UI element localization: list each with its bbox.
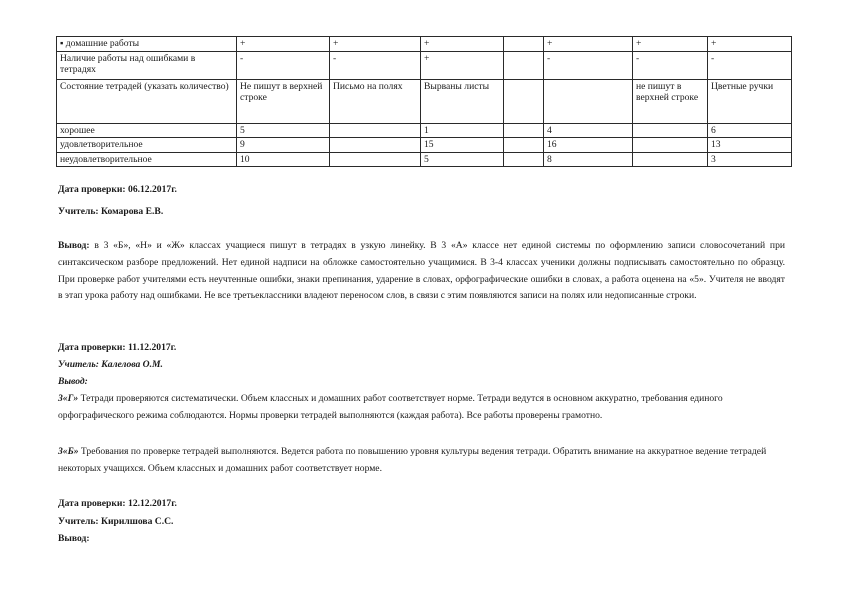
- table-cell: [633, 152, 708, 167]
- class-3g-text: Тетради проверяются систематически. Объем классных и домашних работ соответствует норме. Тетради ведутся в основном аккуратно, требования единого орфографического режима соблюдаются. Нормы проверки тетрадей выполняются (каждая работа). Все работы проверены грамотно.: [58, 393, 723, 421]
- table-row: [57, 138, 792, 153]
- table-cell: не пишут в верхней строке: [633, 79, 708, 123]
- table-cell: -: [633, 51, 708, 79]
- table-cell: [504, 123, 544, 138]
- table-cell: [330, 123, 421, 138]
- table-cell: +: [421, 37, 504, 52]
- table-cell: [633, 138, 708, 153]
- table-cell: +: [708, 37, 792, 52]
- conclusion-label-1: Вывод:: [58, 240, 90, 251]
- table-cell: [544, 79, 633, 123]
- table-cell: [504, 51, 544, 79]
- class-3g-note: [58, 391, 785, 425]
- table-cell: 5: [237, 123, 330, 138]
- class-3b-note: [58, 444, 785, 478]
- table-cell: Письмо на полях: [330, 79, 421, 123]
- table-cell: хорошее: [57, 123, 237, 138]
- table-cell: 4: [544, 123, 633, 138]
- table-cell: Состояние тетрадей (указать количество): [57, 79, 237, 123]
- table-row: [57, 37, 792, 52]
- table-cell: 9: [237, 138, 330, 153]
- check-date-3: Дата проверки: 12.12.2017г.: [58, 498, 177, 509]
- table-cell: +: [421, 51, 504, 79]
- table-cell: 3: [708, 152, 792, 167]
- table-cell: -: [330, 51, 421, 79]
- table-cell: Наличие работы над ошибками в тетрадях: [57, 51, 237, 79]
- table-row: [57, 51, 792, 79]
- table-cell: Не пишут в верхней строке: [237, 79, 330, 123]
- table-cell: Цветные ручки: [708, 79, 792, 123]
- table-cell: 16: [544, 138, 633, 153]
- table-cell: 15: [421, 138, 504, 153]
- teacher-name-3: Учитель: Кирилшова С.С.: [58, 516, 174, 527]
- table-cell: +: [237, 37, 330, 52]
- class-3g-label: 3«Г»: [58, 393, 79, 404]
- table-cell: [504, 79, 544, 123]
- teacher-name-2: Учитель: Калелова О.М.: [58, 359, 163, 370]
- check-date-2: Дата проверки: 11.12.2017г.: [58, 342, 177, 353]
- table-cell: неудовлетворительное: [57, 152, 237, 167]
- table-cell: [504, 37, 544, 52]
- table-cell: 5: [421, 152, 504, 167]
- table-cell: 8: [544, 152, 633, 167]
- table-cell: +: [544, 37, 633, 52]
- table-cell: [330, 138, 421, 153]
- table-row: [57, 79, 792, 123]
- conclusion-1: [58, 238, 785, 305]
- table-cell: [633, 123, 708, 138]
- class-3b-text: Требования по проверке тетрадей выполняются. Ведется работа по повышению уровня культуры ведения тетради. Обратить внимание на аккуратное ведение тетрадей некоторых учащихся. Объем классных и домашних работ соответствует норме.: [58, 446, 767, 474]
- teacher-name-1: Учитель: Комарова Е.В.: [58, 206, 164, 217]
- table-cell: [330, 152, 421, 167]
- check-date-1: Дата проверки: 06.12.2017г.: [58, 184, 177, 195]
- table-cell: -: [237, 51, 330, 79]
- table-row: [57, 152, 792, 167]
- conclusion-text-1: в 3 «Б», «Н» и «Ж» классах учащиеся пишут в тетрадях в узкую линейку. В 3 «А» классе нет единой системы по оформлению записи словосочетаний при синтаксическом разборе предложений. Нет единой надписи на обложке самостоятельно учащимися. В 3-4 классах ученики должны подписывать самостоятельно по образцу. При проверке работ учителями есть неучтенные ошибки, знаки препинания, ударение в словах, орфографические ошибки в словах, а работа оценена на «5». Учителя не вводят в этап урока работу над ошибками. Не все третьеклассники владеют переносом слов, в связи с этим появляются записи на полях или недописанные строки.: [58, 240, 785, 302]
- table-cell: [504, 138, 544, 153]
- table-cell: +: [633, 37, 708, 52]
- table-cell: +: [330, 37, 421, 52]
- class-3b-label: 3«Б»: [58, 446, 79, 457]
- table-cell: -: [544, 51, 633, 79]
- table-cell: 1: [421, 123, 504, 138]
- table-cell: 10: [237, 152, 330, 167]
- table-row: [57, 123, 792, 138]
- table-cell: -: [708, 51, 792, 79]
- conclusion-label-2: Вывод:: [58, 376, 88, 387]
- table-cell: [504, 152, 544, 167]
- table-cell: удовлетворительное: [57, 138, 237, 153]
- table-cell: ▪ домашние работы: [57, 37, 237, 52]
- table-cell: Вырваны листы: [421, 79, 504, 123]
- conclusion-label-3: Вывод:: [58, 533, 90, 544]
- table-cell: 13: [708, 138, 792, 153]
- notebook-check-table: [56, 36, 792, 167]
- table-cell: 6: [708, 123, 792, 138]
